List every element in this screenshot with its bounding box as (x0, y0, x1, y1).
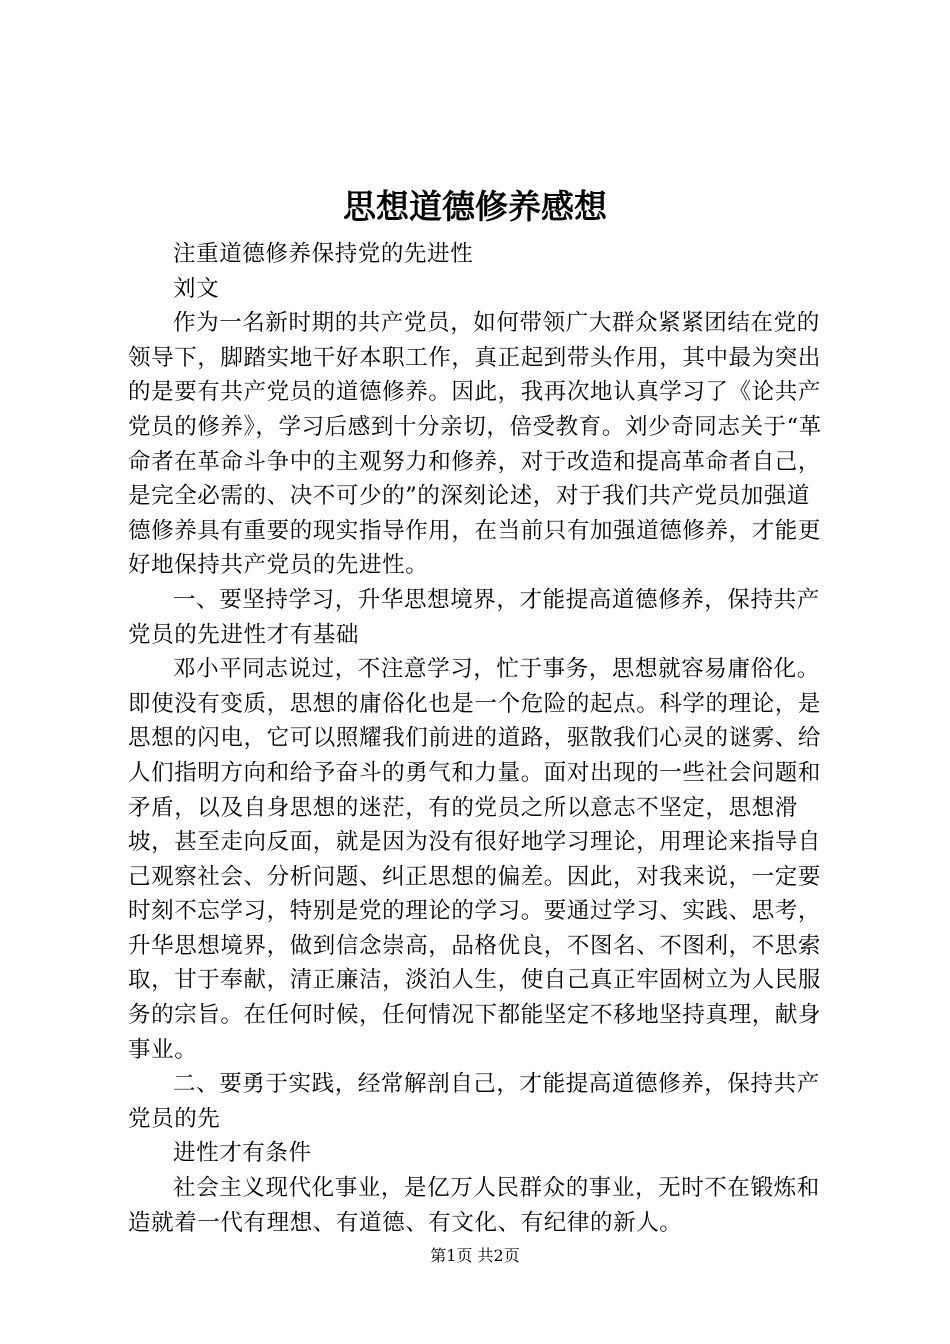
section-heading-2-continued: 进性才有条件 (173, 1140, 312, 1167)
document-title: 思想道德修养感想 (343, 187, 607, 226)
author: 刘文 (173, 275, 220, 302)
document-body (128, 237, 828, 1240)
paragraph-section-2: 社会主义现代化事业，是亿万人民群众的事业，无时不在锻炼和造就着一代有理想、有道德、有文化、有纪律的新人。 (128, 1175, 820, 1236)
subtitle: 注重道德修养保持党的先进性 (173, 241, 474, 267)
section-heading-1: 一、要坚持学习，升华思想境界，才能提高道德修养，保持共产党员的先进性才有基础 (128, 586, 820, 648)
paragraph-section-1: 邓小平同志说过，不注意学习，忙于事务，思想就容易庸俗化。即使没有变质，思想的庸俗化也是一个危险的起点。科学的理论，是思想的闪电，它可以照耀我们前进的道路，驱散我们心灵的谜雾、给人们指明方向和给予奋斗的勇气和力量。面对出现的一些社会问题和矛盾，以及自身思想的迷茫，有的党员之所以意志不坚定，思想滑坡，甚至走向反面，就是因为没有很好地学习理论，用理论来指导自己观察社会、分析问题、纠正思想的偏差。因此，对我来说，一定要时刻不忘学习，特别是党的理论的学习。要通过学习、实践、思考，升华思想境界，做到信念崇高，品格优良，不图名、不图利，不思索取，甘于奉献，清正廉洁，淡泊人生，使自己真正牢固树立为人民服务的宗旨。在任何时候，任何情况下都能坚定不移地坚持真理，献身事业。 (128, 656, 822, 1063)
paragraph-intro: 作为一名新时期的共产党员，如何带领广大群众紧紧团结在党的领导下，脚踏实地干好本职工作，真正起到带头作用，其中最为突出的是要有共产党员的道德修养。因此，我再次地认真学习了《论共产党员的修养》，学习后感到十分亲切，倍受教育。刘少奇同志关于“革命者在革命斗争中的主观努力和修养，对于改造和提高革命者自己，是完全必需的、决不可少的”的深刻论述，对于我们共产党员加强道德修养具有重要的现实指导作用，在当前只有加强道德修养，才能更好地保持共产党员的先进性。 (128, 310, 822, 579)
section-heading-2: 二、要勇于实践，经常解剖自己，才能提高道德修养，保持共产党员的先 (128, 1071, 820, 1132)
page-number-footer: 第1页 共2页 (430, 1246, 520, 1265)
